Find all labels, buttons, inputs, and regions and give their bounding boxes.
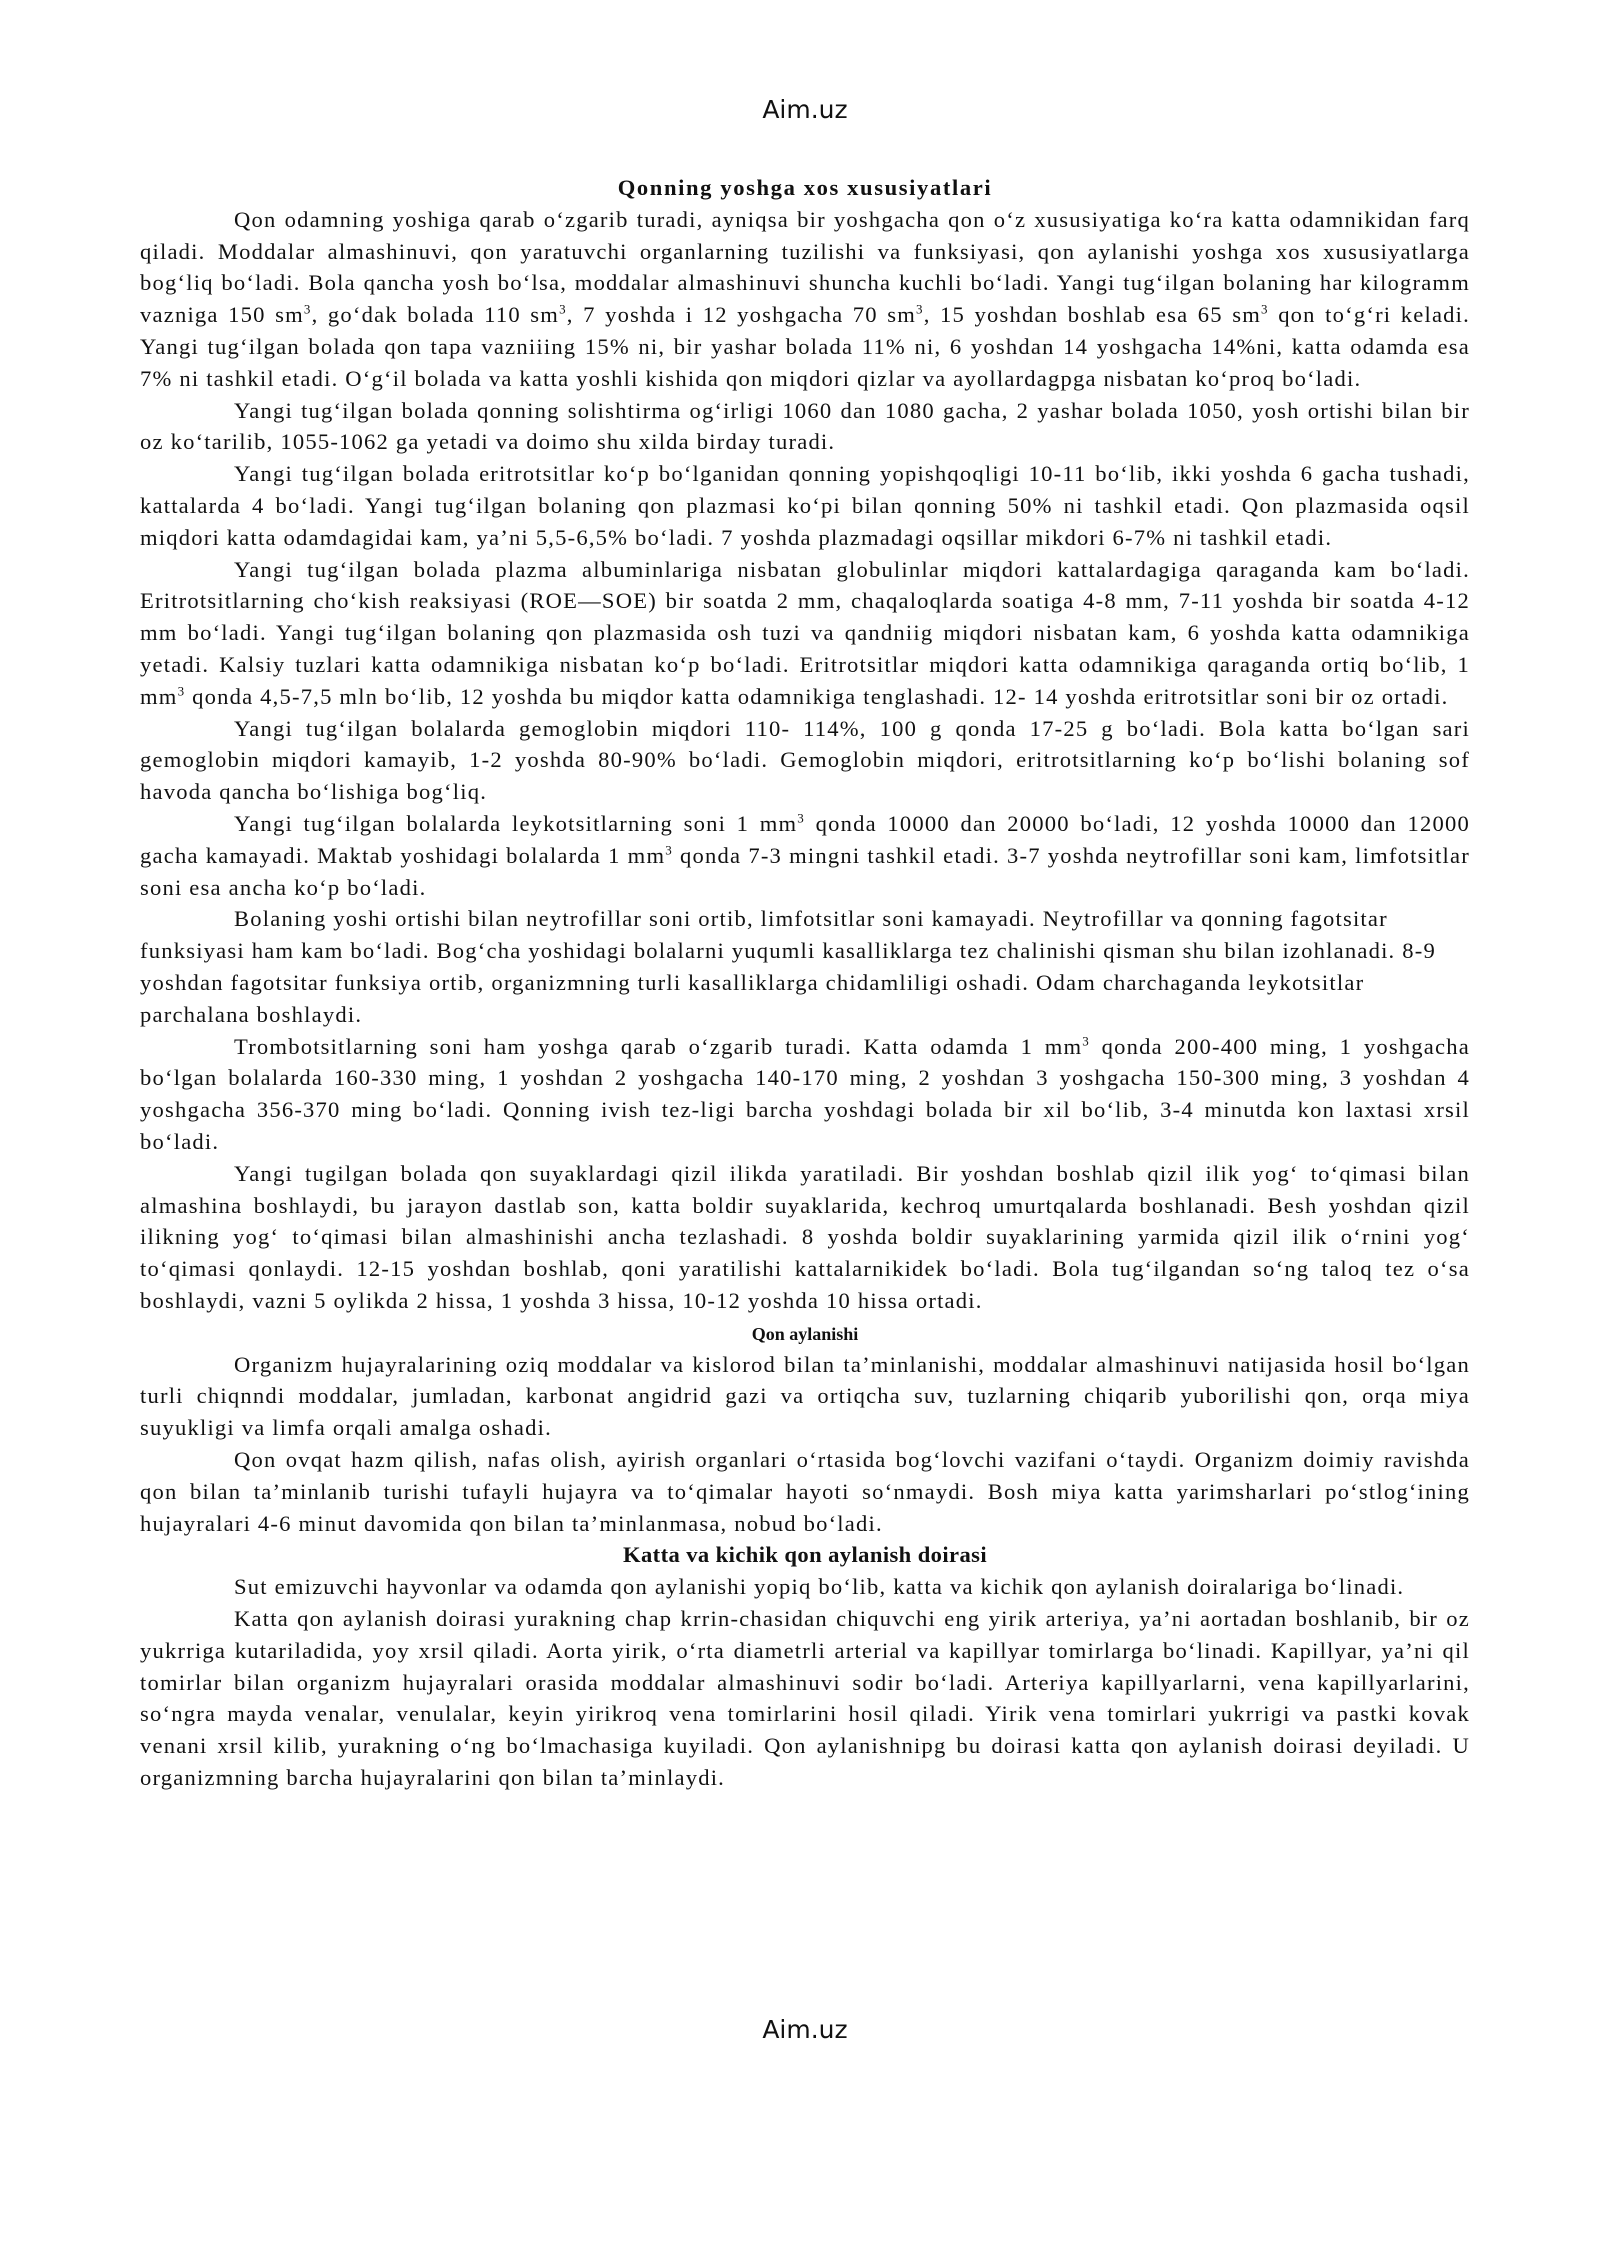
paragraph-5: Yangi tug‘ilgan bolalarda gemoglobin miqdori 110- 114%, 100 g qonda 17-25 g bo‘ladi. Bola katta bo‘lgan sari gemoglobin miqdori kamayib, 1-2 yoshda 80-90% bo‘ladi. Gemoglobin miqdori, eritrotsitlarning ko‘p bo‘lishi bolaning sof havoda qancha bo‘lishiga bog‘liq. (140, 715, 1470, 805)
paragraph-12: Sut emizuvchi hayvonlar va odamda qon aylanishi yopiq bo‘lib, katta va kichik qon aylanish doiralariga bo‘linadi. (234, 1574, 1405, 1600)
text-run: Yangi tug‘ilgan bolada plazma albuminlariga nisbatan globulinlar miqdori kattalardagiga qaraganda kam bo‘ladi. Eritrotsitlarning cho‘kish reaksiyasi (ROE—SOE) bir soatda 2 mm, chaqaloqlarda soatiga 4-8 mm, 7-11 yoshda bir soatda 4-12 mm bo‘ladi. Yangi tug‘ilgan bolaning qon plazmasida osh tuzi va qandniig miqdori nisbatan kam, 6 yoshda katta odamnikiga yetadi. Kalsiy tuzlari katta odamnikiga nisbatan ko‘p bo‘ladi. Eritrotsitlar miqdori katta odamnikiga qaraganda ortiq bo‘lib, 1 mm (140, 556, 1470, 709)
text-run: qon to‘g‘ri keladi. Yangi tug‘ilgan bolada qon tapa vazniiing 15% ni, bir yashar bolada 11% ni, 6 yoshdan 14 yoshgacha 14%ni, katta odamda esa 7% ni tashkil etadi. O‘g‘il bolada va katta yoshli kishida qon miqdori qizlar va ayollardagpga nisbatan ko‘proq bo‘ladi. (140, 302, 1470, 391)
text-run: Qon odamning yoshiga qarab o‘zgarib turadi, ayniqsa bir yoshgacha qon o‘z xususiyatiga ko‘ra katta odamnikidan farq qiladi. Moddalar almashinuvi, qon yaratuvchi organlarning tuzilishi va funksiyasi, qon aylanishi yoshga xos xususiyatlarga bog‘liq bo‘ladi. Bola qancha yosh bo‘lsa, moddalar almashinuvi shuncha kuchli bo‘ladi. Yangi tug‘ilgan bolaning har kilogramm vazniga 150 sm (140, 206, 1470, 328)
superscript: 3 (1261, 301, 1269, 317)
superscript: 3 (1082, 1032, 1090, 1048)
text-run: qonda 200-400 ming, 1 yoshgacha bo‘lgan bolalarda 160-330 ming, 1 yoshdan 2 yoshgacha 140-170 ming, 2 yoshdan 3 yoshgacha 150-300 ming, 3 yoshdan 4 yoshgacha 356-370 ming bo‘ladi. Qonning ivish tez-ligi barcha yoshdagi bolada bir xil bo‘lib, 3-4 minutda kon laxtasi xrsil bo‘ladi. (140, 1033, 1470, 1154)
text-run: , 15 yoshdan boshlab esa 65 sm (923, 302, 1262, 328)
paragraph-3: Yangi tug‘ilgan bolada eritrotsitlar ko‘p bo‘lganidan qonning yopishqoqligi 10-11 bo‘lib, ikki yoshda 6 gacha tushadi, kattalarda 4 bo‘ladi. Yangi tug‘ilgan bolaning qon plazmasi ko‘pi bilan qonning 50% ni tashkil etadi. Qon plazmasida oqsil miqdori katta odamdagidai kam, ya’ni 5,5-6,5% bo‘ladi. 7 yoshda plazmadagi oqsillar mikdori 6-7% ni tashkil etadi. (140, 461, 1470, 550)
superscript: 3 (665, 842, 673, 858)
text-run: Yangi tug‘ilgan bolalarda leykotsitlarning soni 1 mm (234, 810, 798, 836)
superscript: 3 (303, 301, 312, 317)
paragraph-4 (140, 554, 1470, 713)
paragraph-13: Katta qon aylanish doirasi yurakning chap krrin-chasidan chiquvchi eng yirik arteriya, ya’ni aortadan boshlanib, bir oz yukrriga kutariladida, yoy xrsil qiladi. Aorta yirik, o‘rta diametrli arterial va kapillyar tomirlarga bo‘linadi. Kapillyar, ya’ni qil tomirlar bilan organizm hujayralari orasida moddalar almashinuvi sodir bo‘ladi. Arteriya kapillyarlarni, vena kapillyarlarini, so‘ngra mayda venalar, venulalar, keyin yirikroq vena tomirlarini hosil qiladi. Yirik vena tomirlari yukrrigi va pastki kovak venani xrsil kilib, yurakning o‘ng bo‘lmachasiga kuyiladi. Qon aylanishnipg bu doirasi katta qon aylanish doirasi deyiladi. U organizmning barcha hujayralarini qon bilan ta’minlaydi. (140, 1606, 1470, 1791)
text-run: , 7 yoshda i 12 yoshgacha 70 sm (566, 302, 917, 328)
text-run: qonda 10000 dan 20000 bo‘ladi, 12 yoshda 10000 dan 12000 gacha kamayadi. Maktab yoshidagi bolalarda 1 mm (140, 810, 1471, 868)
paragraph-6 (140, 808, 1470, 903)
page (140, 95, 1470, 1794)
text-run: Trombotsitlarning soni ham yoshga qarab o‘zgarib turadi. Katta odamda 1 mm (234, 1033, 1083, 1059)
paragraph-2: Yangi tug‘ilgan bolada qonning solishtirma og‘irligi 1060 dan 1080 gacha, 2 yashar bolada 1050, yosh ortishi bilan bir oz ko‘tarilib, 1055-1062 ga yetadi va doimo shu xilda birday turadi. (140, 397, 1470, 455)
superscript: 3 (797, 810, 805, 826)
superscript: 3 (177, 683, 186, 699)
document-body (140, 172, 1470, 1794)
paragraph-10: Organizm hujayralarining oziq moddalar va kislorod bilan ta’minlanishi, moddalar almashinuvi natijasida hosil bo‘lgan turli chiqnndi moddalar, jumladan, karbonat angidrid gazi va ortiqcha suv, tuzlarning chiqarib yuborilishi qon, orqa miya suyukligi va limfa orqali amalga oshadi. (140, 1351, 1470, 1441)
text-run: , go‘dak bolada 110 sm (311, 302, 560, 328)
text-run: qonda 7-3 mingni tashkil etadi. 3-7 yoshda neytrofillar soni kam, limfotsitlar soni esa ancha ko‘p bo‘ladi. (140, 842, 1470, 900)
site-header: Aim.uz (762, 95, 848, 124)
superscript: 3 (559, 301, 567, 317)
site-footer: Aim.uz (762, 2015, 848, 2044)
superscript: 3 (916, 301, 924, 317)
paragraph-8 (140, 1031, 1470, 1158)
paragraph-11: Qon ovqat hazm qilish, nafas olish, ayirish organlari o‘rtasida bog‘lovchi vazifani o‘taydi. Organizm doimiy ravishda qon bilan ta’minlanib turishi tufayli hujayra va to‘qimalar hayoti so‘nmaydi. Bosh miya katta yarimsharlari po‘stlog‘ining hujayralari 4-6 minut davomida qon bilan ta’minlanmasa, nobud bo‘ladi. (140, 1447, 1470, 1536)
document-title: Qonning yoshga xos xususiyatlari (617, 175, 993, 200)
paragraph-1 (140, 204, 1470, 395)
section-heading-katta-kichik: Katta va kichik qon aylanish doirasi (622, 1542, 988, 1568)
paragraph-9: Yangi tugilgan bolada qon suyaklardagi qizil ilikda yaratiladi. Bir yoshdan boshlab qizil ilik yog‘ to‘qimasi bilan almashina boshlaydi, bu jarayon dastlab son, katta boldir suyaklarida, kechroq umurtqalarda boshlanadi. Besh yoshdan qizil ilikning yog‘ to‘qimasi bilan almashinishi ancha tezlashadi. 8 yoshda boldir suyaklarining yarmida qizil ilik o‘rnini yog‘ to‘qimasi qonlaydi. 12-15 yoshdan boshlab, qoni yaratilishi kattalarnikidek bo‘ladi. Bola tug‘ilgandan so‘ng taloq tez o‘sa boshlaydi, vazni 5 oylikda 2 hissa, 1 yoshda 3 hissa, 10-12 yoshda 10 hissa ortadi. (140, 1160, 1470, 1313)
paragraph-7: Bolaning yoshi ortishi bilan neytrofillar soni ortib, limfotsitlar soni kamayadi. Neytrofillar va qonning fagotsitar funksiyasi ham kam bo‘ladi. Bog‘cha yoshidagi bolalarni yuqumli kasalliklarga tez chalinishi qisman shu bilan izohlanadi. 8-9 yoshdan fagotsitar funksiya ortib, organizmning turli kasalliklarga chidamliligi oshadi. Odam charchaganda leykotsitlar parchalana boshlaydi. (140, 906, 1436, 1027)
text-run: qonda 4,5-7,5 mln bo‘lib, 12 yoshda bu miqdor katta odamnikiga tenglashadi. 12- 14 yoshda eritrotsitlar soni bir oz ortadi. (185, 683, 1449, 709)
section-heading-qon-aylanishi: Qon aylanishi (751, 1323, 859, 1344)
